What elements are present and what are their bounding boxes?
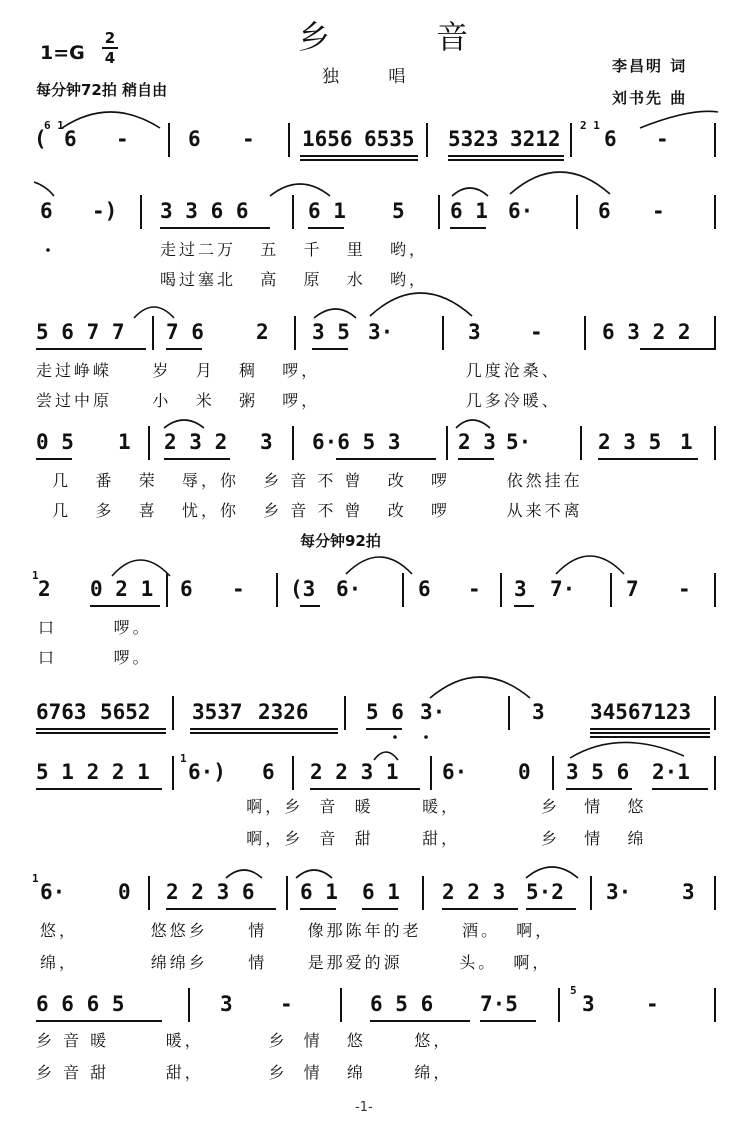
note-group: 0 — [518, 760, 531, 784]
note-group: - — [530, 320, 543, 344]
grace-note: 2 1 — [580, 119, 600, 132]
note-group: 34567123 — [590, 700, 692, 724]
note-group: 6 — [604, 127, 617, 151]
slur — [164, 420, 204, 428]
lyric-line-2: 几 多 喜 忧，你 乡 音 不 曾 改 啰 从来不离 — [36, 501, 583, 520]
note-group: 5323 — [448, 127, 499, 151]
note-group: 3 — [682, 880, 695, 904]
slur — [270, 184, 330, 196]
barline — [166, 573, 168, 607]
note-group: (3 — [290, 577, 316, 601]
barline — [426, 123, 428, 157]
lyric-line-2: 绵， 绵绵乡 情 是那爱的源 头。 啊， — [40, 953, 552, 972]
lyricist-credit: 李昌明 词 — [612, 57, 688, 75]
barline — [714, 756, 716, 790]
note-group: 7·5 — [480, 992, 518, 1016]
note-group: 5 6 — [366, 700, 404, 724]
note-group: 6· — [442, 760, 468, 784]
lyric-line-1: 悠， 悠悠乡 情 像那陈年的老 酒。 啊， — [40, 921, 555, 940]
note-group: 6· — [336, 577, 362, 601]
note-group: - — [468, 577, 481, 601]
note-group: 3 5 6 — [566, 760, 630, 784]
note-group: 7 6 — [166, 320, 204, 344]
note-group: 2 2 3 — [442, 880, 506, 904]
note-group: 7· — [550, 577, 576, 601]
lyric-line-1: 几 番 荣 辱，你 乡 音 不 曾 改 啰 依然挂在 — [36, 471, 583, 490]
barline — [152, 316, 154, 350]
tempo-marking: 每分钟72拍 稍自由 — [36, 81, 168, 99]
note-group: 2 3 — [458, 430, 496, 454]
note-group: 5652 — [100, 700, 151, 724]
time-signature — [102, 30, 118, 66]
note-group: 3 — [532, 700, 545, 724]
barline — [344, 696, 346, 730]
note-group: 0 2 1 — [90, 577, 154, 601]
barline — [340, 988, 342, 1022]
lyric-line-1: 啊，乡 音 暖 暖， 乡 情 悠 — [36, 797, 647, 816]
slur — [112, 560, 170, 576]
barline — [276, 573, 278, 607]
note-group: ( — [34, 127, 47, 151]
lyric-line-2: 啊，乡 音 甜 甜， 乡 情 绵 — [36, 829, 647, 848]
key-signature: 1=G — [40, 42, 85, 64]
grace-note: 1 — [180, 752, 187, 765]
note-group: 5 6 7 7 — [36, 320, 125, 344]
note-group: 7 — [626, 577, 639, 601]
note-group: 3 — [220, 992, 233, 1016]
dot — [46, 248, 50, 252]
note-group: 1 — [118, 430, 131, 454]
note-group: 6 1 — [308, 199, 346, 223]
note-group: -) — [92, 199, 118, 223]
dot — [424, 735, 428, 739]
note-group: 3212 — [510, 127, 561, 151]
barline — [584, 316, 586, 350]
note-group: 2326 — [258, 700, 309, 724]
barline — [140, 195, 142, 229]
barline — [714, 426, 716, 460]
note-group: 2 3 5 — [598, 430, 662, 454]
note-group: 3 3 6 6 — [160, 199, 249, 223]
note-group: 3 — [260, 430, 273, 454]
note-group: 6·6 5 3 — [312, 430, 401, 454]
note-group: - — [646, 992, 659, 1016]
tie — [34, 182, 54, 196]
barline — [292, 195, 294, 229]
note-group: 6· — [40, 880, 66, 904]
note-group: 6 — [180, 577, 193, 601]
page-number: -1- — [355, 1100, 373, 1115]
barline — [292, 756, 294, 790]
note-group: 6763 — [36, 700, 87, 724]
note-group: 0 — [118, 880, 131, 904]
slur — [226, 870, 262, 878]
note-group: 1656 — [302, 127, 353, 151]
grace-note: 1 — [32, 569, 39, 582]
barline — [402, 573, 404, 607]
grace-note: 6 1 — [44, 119, 64, 132]
note-group: 6 5 6 — [370, 992, 434, 1016]
note-group: 5·2 — [526, 880, 564, 904]
barline — [610, 573, 612, 607]
tie — [346, 557, 412, 574]
barline — [442, 316, 444, 350]
note-group: 2 2 3 6 — [166, 880, 255, 904]
tie — [430, 677, 530, 698]
note-group: 2 3 2 — [164, 430, 228, 454]
lyric-line-2: 口 啰。 — [38, 648, 152, 667]
barline — [148, 426, 150, 460]
note-group: 6·) — [188, 760, 226, 784]
note-group: 5 1 2 2 1 — [36, 760, 150, 784]
lyric-line-2: 尝过中原 小 米 粥 啰， 几多冷暖、 — [36, 391, 561, 410]
note-group: 6 — [64, 127, 77, 151]
note-group: 2 2 3 1 — [310, 760, 399, 784]
barline — [590, 876, 592, 910]
note-group: 3 5 — [312, 320, 350, 344]
tie — [134, 307, 174, 318]
lyric-line-1: 走过峥嵘 岁 月 稠 啰， 几度沧桑、 — [36, 361, 561, 380]
note-group: 0 5 — [36, 430, 74, 454]
note-group: 6 — [262, 760, 275, 784]
note-group: 2 — [38, 577, 51, 601]
barline — [148, 876, 150, 910]
note-group: - — [656, 127, 669, 151]
barline — [172, 756, 174, 790]
note-group: 3537 — [192, 700, 243, 724]
tie — [556, 556, 624, 574]
slur — [314, 309, 356, 318]
note-group: 3· — [420, 700, 446, 724]
slur — [570, 742, 684, 758]
time-denominator: 4 — [104, 49, 116, 67]
barline — [438, 195, 440, 229]
slur — [456, 420, 490, 428]
time-numerator: 2 — [104, 29, 116, 47]
barline — [446, 426, 448, 460]
note-group: 6 — [188, 127, 201, 151]
barline — [558, 988, 560, 1022]
grace-note: 1 — [32, 872, 39, 885]
barline — [430, 756, 432, 790]
barline — [168, 123, 170, 157]
note-group: 1 — [680, 430, 693, 454]
barline — [576, 195, 578, 229]
note-group: 5 — [392, 199, 405, 223]
slur — [526, 867, 578, 878]
barline — [714, 573, 716, 607]
barline — [508, 696, 510, 730]
note-group: 2 — [256, 320, 269, 344]
note-group: 6 1 — [362, 880, 400, 904]
note-group: - — [242, 127, 255, 151]
slur — [296, 870, 332, 878]
barline — [714, 988, 716, 1022]
note-group: - — [652, 199, 665, 223]
barline — [188, 988, 190, 1022]
lyric-line-1: 乡 音 暖 暖， 乡 情 悠 悠， — [36, 1031, 453, 1050]
note-group: 6 — [598, 199, 611, 223]
note-group: 2·1 — [652, 760, 690, 784]
note-group: 6· — [508, 199, 534, 223]
note-group: - — [116, 127, 129, 151]
barline — [422, 876, 424, 910]
barline — [580, 426, 582, 460]
barline — [172, 696, 174, 730]
barline — [714, 316, 716, 350]
barline — [286, 876, 288, 910]
note-group: 3 — [468, 320, 481, 344]
note-group: 6 3 2 2 — [602, 320, 691, 344]
song-title: 乡 音 — [298, 18, 517, 56]
barline — [714, 123, 716, 157]
note-group: 3· — [606, 880, 632, 904]
note-group: 6 1 — [300, 880, 338, 904]
barline — [570, 123, 572, 157]
note-group: 5· — [506, 430, 532, 454]
composer-credit: 刘书先 曲 — [612, 89, 688, 107]
barline — [714, 876, 716, 910]
note-group: 3· — [368, 320, 394, 344]
dot — [393, 735, 397, 739]
tie — [370, 293, 472, 316]
note-group: 6535 — [364, 127, 415, 151]
barline — [294, 316, 296, 350]
barline — [292, 426, 294, 460]
note-group: 6 — [40, 199, 53, 223]
lyric-line-2: 乡 音 甜 甜， 乡 情 绵 绵， — [36, 1063, 453, 1082]
lyric-line-1: 口 啰。 — [38, 618, 152, 637]
barline — [288, 123, 290, 157]
song-subtitle: 独 唱 — [322, 67, 428, 87]
note-group: 3 — [514, 577, 527, 601]
slur — [452, 188, 488, 196]
tie — [510, 172, 610, 194]
tempo-change-marking: 每分钟92拍 — [300, 532, 381, 550]
note-group: - — [678, 577, 691, 601]
note-group: 6 1 — [450, 199, 488, 223]
note-group: - — [232, 577, 245, 601]
note-group: - — [280, 992, 293, 1016]
lyric-line-2: 喝过塞北 高 原 水 哟， — [160, 270, 429, 289]
barline — [714, 195, 716, 229]
barline — [552, 756, 554, 790]
note-group: 6 6 6 5 — [36, 992, 125, 1016]
note-group: 3 — [582, 992, 595, 1016]
lyric-line-1: 走过二万 五 千 里 哟， — [160, 240, 429, 259]
note-group: 6 — [418, 577, 431, 601]
barline — [500, 573, 502, 607]
barline — [714, 696, 716, 730]
grace-note: 5 — [570, 984, 577, 997]
